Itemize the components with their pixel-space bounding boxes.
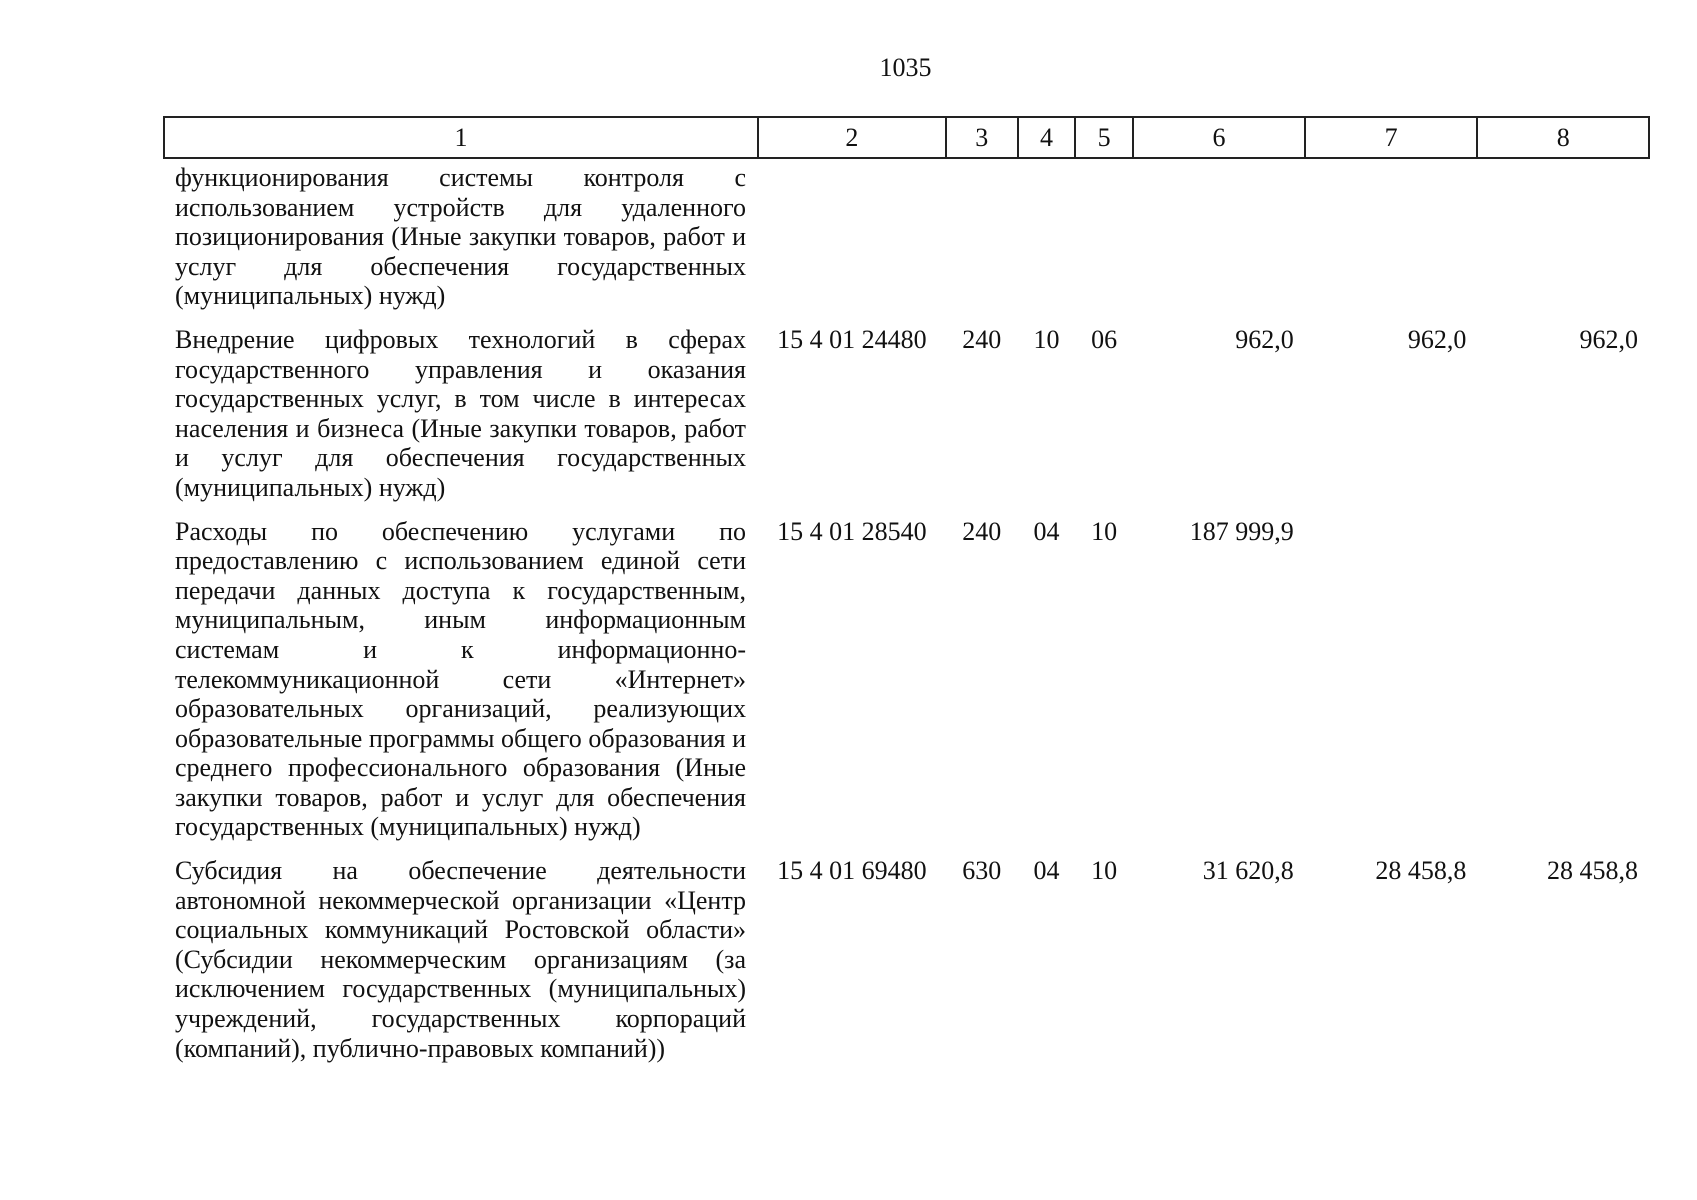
table-row	[164, 321, 1649, 513]
row-amount-col6: 962,0	[1235, 324, 1294, 354]
row-amount-col6: 187 999,9	[1189, 516, 1294, 546]
column-header-4: 4	[1018, 117, 1075, 158]
row-target-article: 15 4 01 28540	[777, 516, 927, 546]
row-expense-type	[946, 158, 1018, 321]
column-header-2: 2	[758, 117, 946, 158]
table-row	[164, 513, 1649, 853]
row-expense-type: 240	[962, 324, 1002, 354]
row-expense-type: 630	[962, 856, 1002, 886]
row-section	[1018, 158, 1075, 321]
row-amount-col7: 962,0	[1407, 324, 1467, 354]
row-description: функционирования системы контроля с использованием устройств для удаленного позиционирования (Иные закупки товаров, работ и услуг для обеспечения государственных (муниципальных) нужд)	[175, 163, 746, 311]
row-target-article	[758, 158, 946, 321]
table-header-row	[164, 117, 1649, 158]
column-header-7: 7	[1305, 117, 1478, 158]
page-number: 1035	[879, 53, 932, 82]
row-subsection: 06	[1091, 324, 1118, 354]
column-header-1: 1	[164, 117, 758, 158]
column-header-5: 5	[1075, 117, 1133, 158]
row-amount-col7	[1305, 513, 1478, 853]
row-amount-col7: 28 458,8	[1375, 856, 1467, 886]
row-amount-col8	[1477, 158, 1649, 321]
row-subsection: 10	[1091, 856, 1118, 886]
row-description: Расходы по обеспечению услугами по предоставлению с использованием единой сети передачи данных доступа к государственным, муниципальным, иным информационным системам и к информационно- телекоммуникационной сети «Интернет» образовательных организаций, реализующих образовательные программы общего образования и среднего профессионального образования (Иные закупки товаров, работ и услуг для обеспечения государственных (муниципальных) нужд)	[175, 516, 746, 842]
row-amount-col6	[1133, 158, 1305, 321]
row-expense-type: 240	[962, 516, 1002, 546]
row-amount-col7	[1305, 158, 1478, 321]
row-target-article: 15 4 01 69480	[777, 856, 927, 886]
row-description: Внедрение цифровых технологий в сферах государственного управления и оказания государственных услуг, в том числе в интересах населения и бизнеса (Иные закупки товаров, работ и услуг для обеспечения государственных (муниципальных) нужд)	[175, 324, 746, 502]
row-target-article: 15 4 01 24480	[777, 324, 927, 354]
table-row	[164, 158, 1649, 321]
row-description: Субсидия на обеспечение деятельности автономной некоммерческой организации «Центр социальных коммуникаций Ростовской области» (Субсидии некоммерческим организациям (за исключением государственных (муниципальных) учреждений, государственных корпораций (компаний), публично-правовых компаний))	[175, 856, 746, 1063]
column-header-8: 8	[1477, 117, 1649, 158]
table-row	[164, 852, 1649, 1063]
row-section: 04	[1033, 856, 1060, 886]
row-section: 04	[1033, 516, 1060, 546]
row-section: 10	[1033, 324, 1060, 354]
row-amount-col6: 31 620,8	[1202, 856, 1294, 886]
row-subsection	[1075, 158, 1133, 321]
column-header-3: 3	[946, 117, 1018, 158]
budget-table	[163, 116, 1650, 1063]
column-header-6: 6	[1133, 117, 1305, 158]
row-amount-col8	[1477, 513, 1649, 853]
row-subsection: 10	[1091, 516, 1118, 546]
row-amount-col8: 962,0	[1579, 324, 1638, 354]
row-amount-col8: 28 458,8	[1547, 856, 1638, 886]
